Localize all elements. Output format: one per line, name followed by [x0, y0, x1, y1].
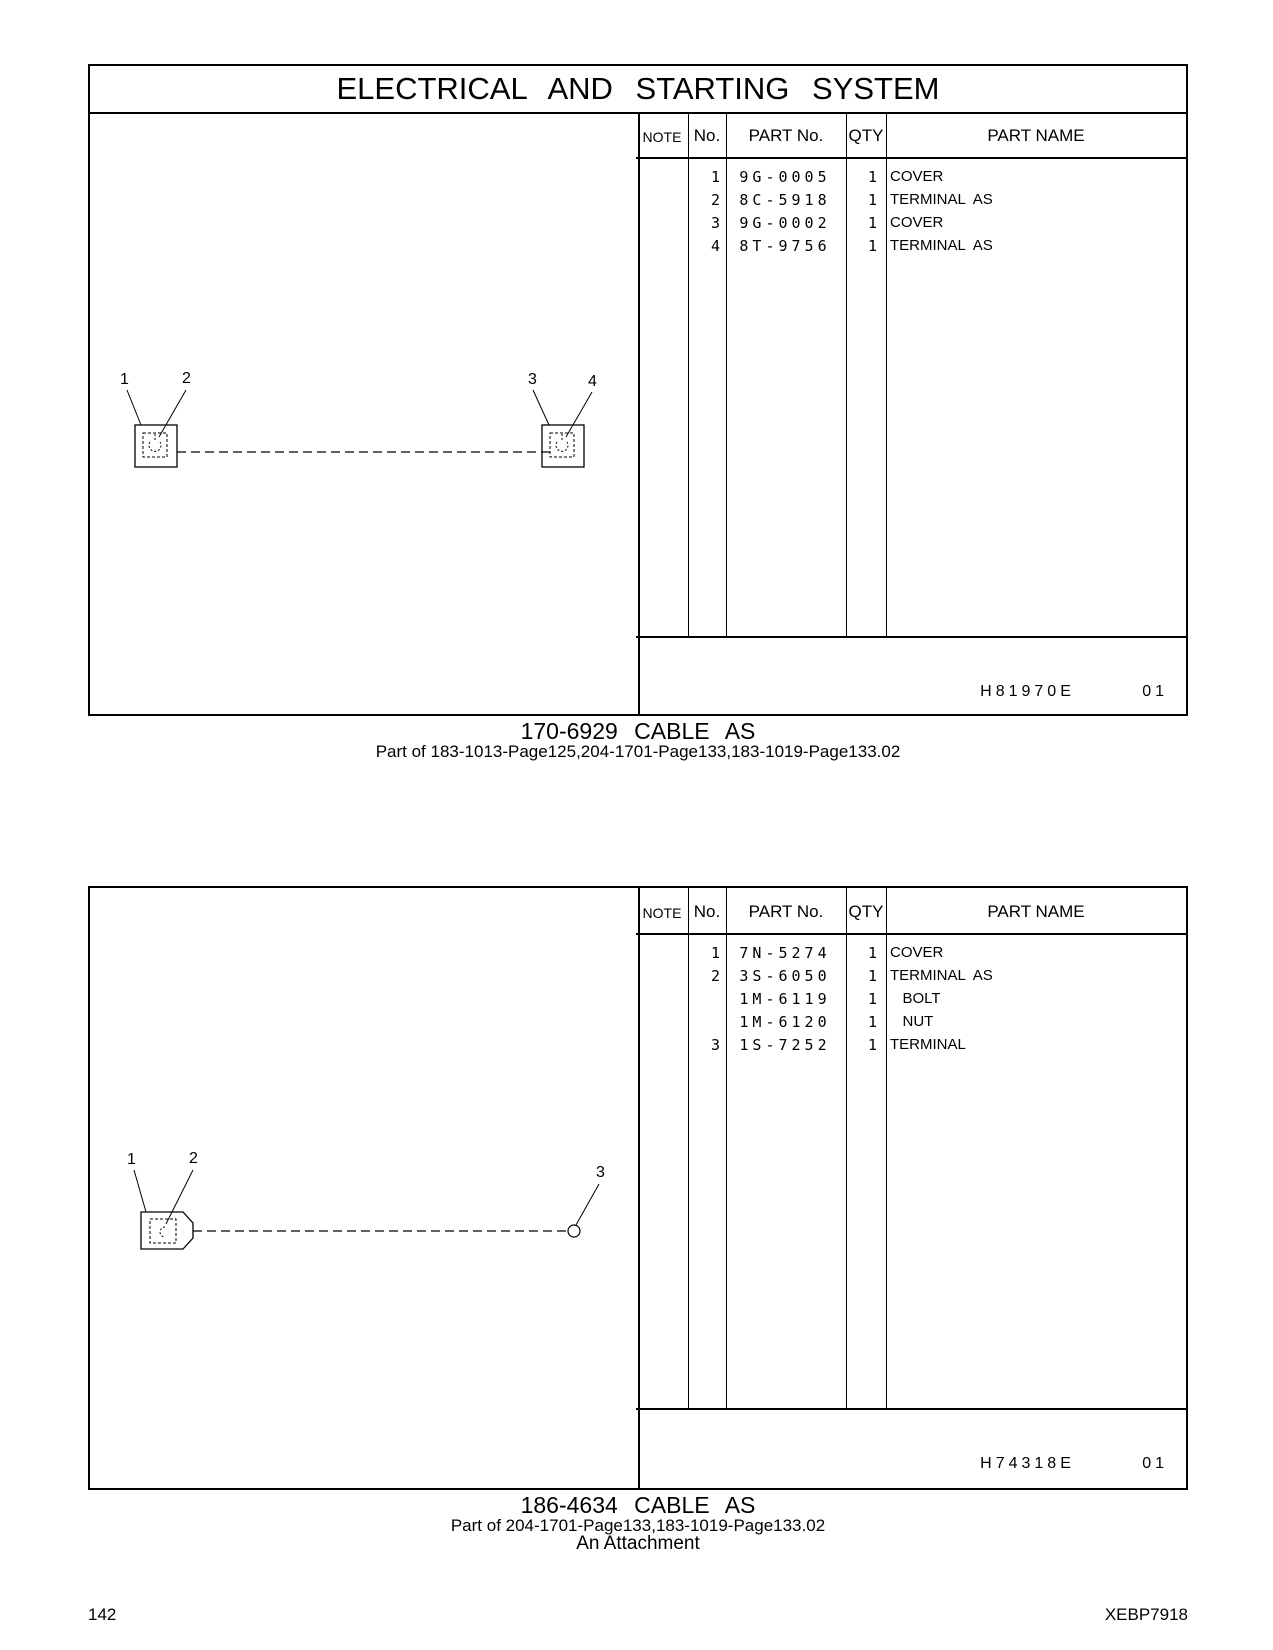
parts-panel-1 [88, 64, 1188, 716]
parts-table-1 [636, 112, 1186, 716]
table-row: 1M-6119 1 BOLT [739, 990, 941, 1008]
callout-1: 1 [120, 371, 129, 388]
terminal-left [143, 433, 167, 457]
table-row: 2 3S-6050 1 TERMINAL AS [710, 967, 993, 985]
header-no: No. [693, 126, 721, 145]
assembly-title-1: 170-6929 CABLE AS [520, 718, 756, 744]
callout-4: 4 [588, 373, 597, 390]
reference-code-1: H81970E 01 [980, 683, 1168, 700]
header-note: NOTE [642, 905, 682, 921]
assembly-subtitle-1: Part of 183-1013-Page125,204-1701-Page133,183-1019-Page133.02 [375, 742, 901, 761]
table-row: 1 9G-0005 1 COVER [710, 168, 944, 186]
diagram-1 [90, 112, 640, 716]
parts-table-2 [636, 888, 1186, 1488]
document-code: XEBP7918 [1104, 1605, 1188, 1624]
cable-diagram-1 [90, 112, 638, 716]
header-part-no: PART No. [748, 126, 824, 145]
page-title: ELECTRICAL AND STARTING SYSTEM [90, 66, 1186, 114]
ring-terminal [568, 1225, 580, 1237]
assembly-note-2: An Attachment [576, 1533, 700, 1554]
callout-1: 1 [127, 1151, 136, 1168]
header-no: No. [693, 902, 721, 921]
header-note: NOTE [642, 129, 682, 145]
table-row: 4 8T-9756 1 TERMINAL AS [710, 237, 993, 255]
cable-diagram-2 [90, 888, 638, 1488]
header-qty: QTY [848, 126, 884, 145]
caption-2 [88, 1494, 1188, 1553]
terminal-right [550, 433, 574, 457]
caption-1 [88, 720, 1188, 760]
callout-2: 2 [189, 1150, 198, 1167]
connector-left [141, 1212, 193, 1249]
table-row: 1M-6120 1 NUT [739, 1013, 934, 1031]
reference-code-2: H74318E 01 [980, 1455, 1168, 1472]
table-row: 3 9G-0002 1 COVER [710, 214, 944, 232]
terminal-left [150, 1219, 176, 1243]
diagram-2 [90, 888, 640, 1488]
header-part-name: PART NAME [987, 126, 1085, 145]
callout-2: 2 [182, 370, 191, 387]
assembly-title-2: 186-4634 CABLE AS [520, 1492, 756, 1518]
table-row: 2 8C-5918 1 TERMINAL AS [710, 191, 993, 209]
header-part-no: PART No. [748, 902, 824, 921]
header-qty: QTY [848, 902, 884, 921]
table-row: 1 7N-5274 1 COVER [710, 944, 944, 962]
parts-panel-2 [88, 886, 1188, 1490]
header-part-name: PART NAME [987, 902, 1085, 921]
callout-3: 3 [528, 371, 537, 388]
page-number: 142 [88, 1605, 117, 1624]
connector-left [135, 425, 177, 467]
connector-right [542, 425, 584, 467]
callout-3: 3 [596, 1164, 605, 1181]
table-row: 3 1S-7252 1 TERMINAL [710, 1036, 966, 1054]
assembly-subtitle-2: Part of 204-1701-Page133,183-1019-Page133.02 [450, 1516, 826, 1535]
